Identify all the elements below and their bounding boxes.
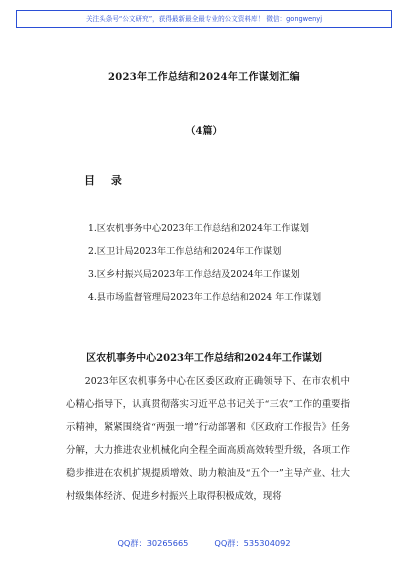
toc-item: 3.区乡村振兴局2023年工作总结及2024年工作谋划 <box>88 269 300 280</box>
toc-item: 4.县市场监督管理局2023年工作总结和2024 年工作谋划 <box>88 292 322 303</box>
toc-list <box>88 218 358 310</box>
toc-heading: 目 录 <box>84 174 128 187</box>
toc-item: 1.区农机事务中心2023年工作总结和2024年工作谋划 <box>88 223 309 234</box>
document-title: 2023年工作总结和2024年工作谋划汇编 <box>108 72 300 83</box>
section-title: 区农机事务中心2023年工作总结和2024年工作谋划 <box>86 353 322 364</box>
toc-item: 2.区卫计局2023年工作总结和2024年工作谋划 <box>88 246 282 257</box>
promo-banner <box>16 10 392 28</box>
promo-banner-text: 关注头条号“公文研究”，获得最新最全最专业的公文资料库！ 微信：gongwenyj <box>85 15 323 23</box>
footer-qq-group-2: QQ群：535304092 <box>214 538 291 548</box>
footer-qq-group-1: QQ群：30265665 <box>117 538 189 548</box>
document-count: （4篇） <box>185 126 223 137</box>
footer-contact <box>0 538 408 549</box>
section-paragraph: 2023年区农机事务中心在区委区政府正确领导下、在市农机中心精心指导下，认真贯彻落实习近平总书记关于“三农”工作的重要指示精神，紧紧围绕省“两强一增”行动部署和《区政府工作报告》任务分解，大力推进农业机械化向全程全面高质高效转型升级，各项工作稳步推进在农机扩规提质增效、助力粮油及“五个一”主导产业、壮大村级集体经济、促进乡村振兴上取得积极成效，现将 <box>66 376 350 502</box>
